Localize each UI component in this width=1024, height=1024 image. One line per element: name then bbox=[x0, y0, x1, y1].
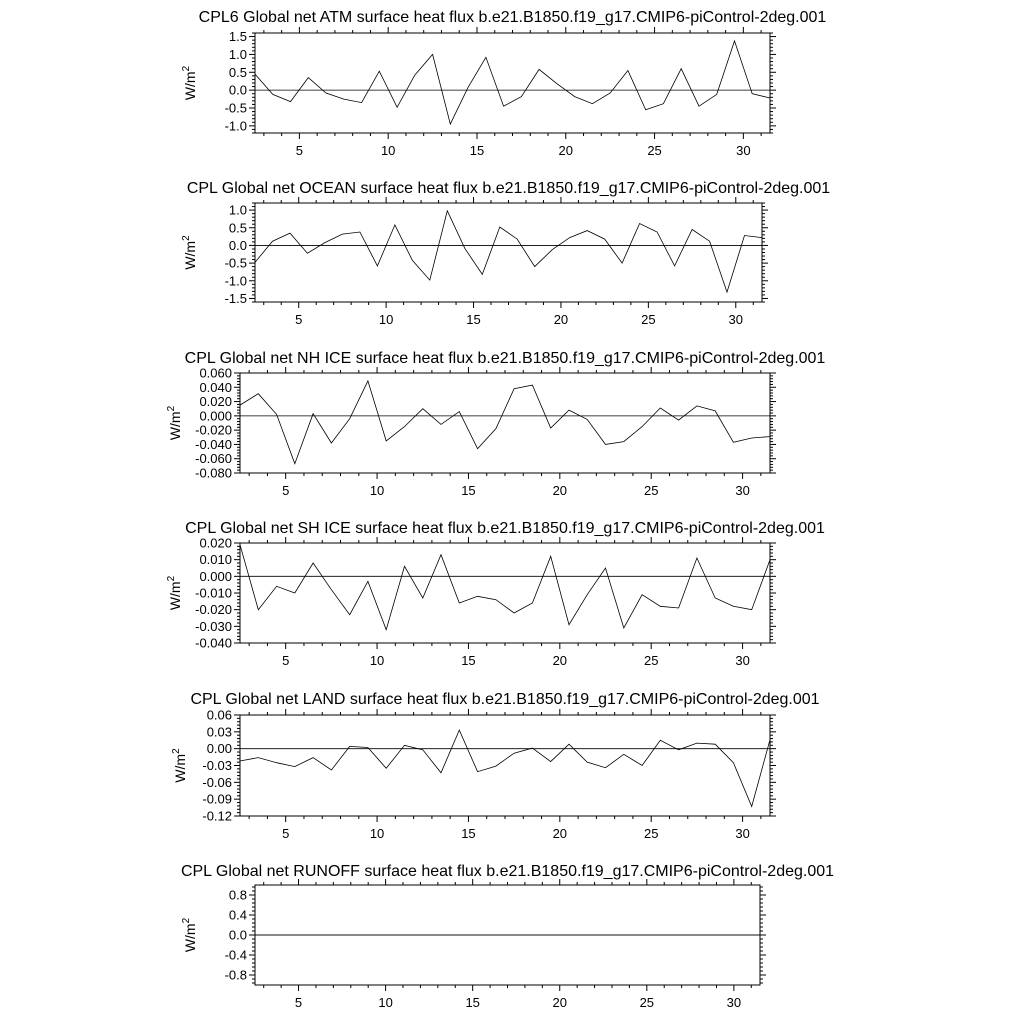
y-tick-label: 1.0 bbox=[228, 202, 247, 218]
x-tick-label: 30 bbox=[728, 312, 744, 327]
data-point bbox=[678, 749, 679, 750]
data-point bbox=[761, 237, 762, 238]
y-axis-label-unit: W/m bbox=[182, 923, 198, 953]
data-point bbox=[276, 762, 277, 763]
y-tick-label: 0.5 bbox=[228, 64, 247, 80]
data-point bbox=[254, 73, 255, 74]
data-point bbox=[660, 407, 661, 408]
data-point bbox=[657, 231, 658, 232]
x-tick-label: 10 bbox=[378, 995, 393, 1010]
y-tick-label: 0.0 bbox=[228, 927, 247, 943]
data-point bbox=[422, 749, 423, 750]
data-point bbox=[239, 760, 240, 761]
data-point bbox=[696, 405, 697, 406]
data-point bbox=[514, 753, 515, 754]
data-point bbox=[459, 602, 460, 603]
data-point bbox=[696, 742, 697, 743]
y-tick-label: -0.4 bbox=[224, 947, 247, 963]
y-tick-label: -1.5 bbox=[224, 290, 247, 306]
data-point bbox=[655, 934, 656, 935]
y-axis-label-superscript: 2 bbox=[166, 405, 177, 412]
data-point bbox=[450, 123, 451, 124]
data-point bbox=[289, 934, 290, 935]
y-tick-label: -0.5 bbox=[224, 100, 247, 116]
y-axis-label bbox=[181, 65, 198, 100]
data-point bbox=[307, 934, 308, 935]
data-point bbox=[464, 248, 465, 249]
data-point bbox=[331, 589, 332, 590]
data-point bbox=[514, 388, 515, 389]
x-tick-label: 25 bbox=[643, 483, 659, 498]
data-point bbox=[482, 274, 483, 275]
data-point bbox=[294, 592, 295, 593]
data-point bbox=[733, 762, 734, 763]
data-point bbox=[440, 424, 441, 425]
y-tick-label: 0.8 bbox=[228, 887, 247, 903]
data-point bbox=[638, 934, 639, 935]
x-tick-label: 10 bbox=[369, 826, 385, 841]
data-point bbox=[404, 745, 405, 746]
data-point bbox=[396, 107, 397, 108]
y-axis-label-superscript: 2 bbox=[166, 575, 177, 582]
data-point bbox=[331, 442, 332, 443]
data-point bbox=[517, 238, 518, 239]
data-point bbox=[744, 235, 745, 236]
data-point bbox=[272, 241, 273, 242]
data-point bbox=[672, 934, 673, 935]
y-axis-label-superscript: 2 bbox=[181, 235, 192, 241]
data-point bbox=[495, 599, 496, 600]
data-point bbox=[495, 428, 496, 429]
y-tick-label: -0.8 bbox=[224, 967, 247, 983]
y-tick-label: 0.000 bbox=[199, 568, 232, 584]
data-point bbox=[377, 265, 378, 266]
chart-panel-2 bbox=[181, 180, 830, 327]
data-point bbox=[568, 410, 569, 411]
x-tick-label: 25 bbox=[643, 653, 659, 668]
data-point bbox=[751, 806, 752, 807]
data-point bbox=[432, 54, 433, 55]
y-axis-label-unit: W/m bbox=[172, 753, 188, 783]
series-line bbox=[255, 211, 762, 292]
data-point bbox=[477, 448, 478, 449]
data-point bbox=[386, 629, 387, 630]
y-axis-label bbox=[166, 405, 183, 440]
data-point bbox=[254, 934, 255, 935]
data-point bbox=[769, 436, 770, 437]
x-tick-label: 30 bbox=[736, 143, 751, 158]
data-point bbox=[468, 87, 469, 88]
y-tick-label: 0.5 bbox=[228, 220, 247, 236]
data-point bbox=[359, 231, 360, 232]
data-point bbox=[751, 437, 752, 438]
data-point bbox=[349, 418, 350, 419]
data-point bbox=[698, 106, 699, 107]
data-point bbox=[550, 934, 551, 935]
y-tick-label: -1.0 bbox=[224, 273, 247, 289]
data-point bbox=[709, 241, 710, 242]
y-tick-label: -0.020 bbox=[195, 422, 232, 438]
data-point bbox=[276, 586, 277, 587]
data-point bbox=[592, 103, 593, 104]
data-point bbox=[752, 93, 753, 94]
data-point bbox=[361, 102, 362, 103]
data-point bbox=[294, 463, 295, 464]
plot-frame bbox=[240, 715, 770, 816]
x-tick-label: 15 bbox=[461, 653, 476, 668]
y-tick-label: -0.5 bbox=[224, 255, 247, 271]
y-axis-label-unit: W/m bbox=[182, 71, 198, 101]
y-tick-label: -0.12 bbox=[202, 808, 232, 824]
x-tick-label: 5 bbox=[295, 312, 303, 327]
data-point bbox=[660, 740, 661, 741]
data-point bbox=[477, 771, 478, 772]
y-axis-label-superscript: 2 bbox=[171, 748, 182, 754]
chart-title: CPL Global net NH ICE surface heat flux b.e21.B1850.f19_g17.CMIP6-piControl-2deg.001 bbox=[184, 350, 826, 367]
data-point bbox=[574, 96, 575, 97]
y-axis-label bbox=[181, 235, 198, 270]
series-line bbox=[240, 730, 770, 806]
data-point bbox=[404, 566, 405, 567]
data-point bbox=[605, 444, 606, 445]
y-tick-label: -0.030 bbox=[195, 618, 232, 634]
data-point bbox=[459, 411, 460, 412]
y-tick-label: 0.040 bbox=[199, 379, 232, 395]
data-point bbox=[587, 230, 588, 231]
data-point bbox=[641, 594, 642, 595]
data-point bbox=[550, 556, 551, 557]
x-tick-label: 15 bbox=[466, 312, 481, 327]
data-point bbox=[412, 260, 413, 261]
data-point bbox=[605, 767, 606, 768]
series-line bbox=[240, 545, 770, 630]
data-point bbox=[552, 249, 553, 250]
y-axis-label-unit: W/m bbox=[167, 581, 183, 611]
data-point bbox=[343, 98, 344, 99]
data-point bbox=[258, 757, 259, 758]
x-tick-label: 30 bbox=[735, 826, 750, 841]
data-point bbox=[379, 71, 380, 72]
x-tick-label: 15 bbox=[461, 826, 476, 841]
data-point bbox=[733, 606, 734, 607]
data-point bbox=[610, 92, 611, 93]
data-point bbox=[307, 253, 308, 254]
chart-title: CPL Global net OCEAN surface heat flux b.e21.B1850.f19_g17.CMIP6-piControl-2deg.001 bbox=[186, 180, 831, 197]
data-point bbox=[645, 109, 646, 110]
x-tick-label: 15 bbox=[465, 995, 480, 1010]
data-point bbox=[498, 934, 499, 935]
x-tick-label: 5 bbox=[294, 995, 303, 1010]
data-point bbox=[641, 765, 642, 766]
data-point bbox=[623, 754, 624, 755]
data-point bbox=[481, 934, 482, 935]
y-axis-label-unit: W/m bbox=[182, 240, 198, 270]
data-point bbox=[394, 224, 395, 225]
data-point bbox=[769, 97, 770, 98]
data-point bbox=[585, 934, 586, 935]
chart-title: CPL Global net SH ICE surface heat flux b.e21.B1850.f19_g17.CMIP6-piControl-2deg.001 bbox=[185, 520, 825, 537]
y-tick-label: 1.5 bbox=[228, 29, 247, 45]
data-point bbox=[367, 581, 368, 582]
data-point bbox=[641, 426, 642, 427]
plot-frame bbox=[240, 373, 770, 473]
data-point bbox=[532, 748, 533, 749]
data-point bbox=[485, 57, 486, 58]
data-point bbox=[404, 426, 405, 427]
data-point bbox=[258, 393, 259, 394]
data-point bbox=[342, 234, 343, 235]
chart-title: CPL6 Global net ATM surface heat flux b.e21.B1850.f19_g17.CMIP6-piControl-2deg.001 bbox=[198, 9, 827, 26]
data-point bbox=[422, 597, 423, 598]
data-point bbox=[726, 292, 727, 293]
y-axis-label bbox=[181, 917, 198, 952]
data-point bbox=[503, 106, 504, 107]
y-axis-label-superscript: 2 bbox=[181, 917, 192, 924]
y-tick-label: 0.06 bbox=[206, 707, 232, 723]
data-point bbox=[532, 385, 533, 386]
data-point bbox=[414, 75, 415, 76]
data-point bbox=[623, 441, 624, 442]
y-tick-label: 0.020 bbox=[199, 535, 232, 551]
plot-frame bbox=[255, 203, 762, 302]
data-point bbox=[324, 242, 325, 243]
y-tick-label: -0.06 bbox=[202, 774, 232, 790]
data-point bbox=[587, 762, 588, 763]
data-point bbox=[678, 420, 679, 421]
data-point bbox=[769, 559, 770, 560]
y-tick-label: -0.010 bbox=[195, 585, 232, 601]
chart-panel-1 bbox=[181, 9, 826, 158]
series-line bbox=[240, 381, 770, 464]
data-point bbox=[707, 934, 708, 935]
series-line bbox=[255, 41, 770, 124]
data-point bbox=[349, 614, 350, 615]
data-point bbox=[463, 934, 464, 935]
y-tick-label: 0.03 bbox=[206, 724, 232, 740]
data-point bbox=[556, 83, 557, 84]
y-tick-label: 0.4 bbox=[228, 907, 247, 923]
x-tick-label: 10 bbox=[380, 143, 396, 158]
data-point bbox=[324, 934, 325, 935]
data-point bbox=[290, 101, 291, 102]
x-tick-label: 20 bbox=[552, 483, 568, 498]
x-tick-label: 25 bbox=[641, 312, 656, 327]
data-point bbox=[239, 405, 240, 406]
data-point bbox=[341, 934, 342, 935]
data-point bbox=[331, 769, 332, 770]
x-tick-label: 25 bbox=[643, 826, 659, 841]
chart-panel-4 bbox=[166, 520, 825, 668]
data-point bbox=[532, 602, 533, 603]
data-point bbox=[568, 744, 569, 745]
data-point bbox=[734, 40, 735, 41]
x-tick-label: 25 bbox=[647, 143, 662, 158]
y-tick-label: 0.00 bbox=[206, 741, 232, 757]
y-tick-label: 0.060 bbox=[199, 365, 232, 381]
x-tick-label: 5 bbox=[282, 483, 290, 498]
data-point bbox=[690, 934, 691, 935]
data-point bbox=[516, 934, 517, 935]
data-point bbox=[605, 567, 606, 568]
y-tick-label: -0.040 bbox=[195, 635, 232, 651]
x-tick-label: 20 bbox=[552, 826, 568, 841]
data-point bbox=[289, 232, 290, 233]
data-point bbox=[386, 440, 387, 441]
chart-title: CPL Global net RUNOFF surface heat flux b.e21.B1850.f19_g17.CMIP6-piControl-2deg.001 bbox=[180, 863, 835, 880]
y-tick-label: 0.000 bbox=[199, 408, 232, 424]
data-point bbox=[294, 766, 295, 767]
data-point bbox=[587, 419, 588, 420]
y-tick-label: 0.010 bbox=[199, 552, 232, 568]
data-point bbox=[359, 934, 360, 935]
data-point bbox=[376, 934, 377, 935]
data-point bbox=[308, 77, 309, 78]
data-point bbox=[604, 238, 605, 239]
x-tick-label: 30 bbox=[735, 653, 750, 668]
chart-panel-5 bbox=[171, 691, 820, 841]
data-point bbox=[568, 624, 569, 625]
data-point bbox=[696, 557, 697, 558]
x-tick-label: 10 bbox=[378, 312, 394, 327]
y-tick-label: 0.0 bbox=[228, 82, 247, 98]
data-point bbox=[751, 609, 752, 610]
data-point bbox=[422, 408, 423, 409]
data-point bbox=[499, 226, 500, 227]
y-tick-label: 1.0 bbox=[228, 46, 247, 62]
data-point bbox=[623, 627, 624, 628]
y-tick-label: -0.080 bbox=[195, 465, 232, 481]
chart-panel-6 bbox=[181, 863, 834, 1010]
data-point bbox=[627, 70, 628, 71]
y-axis-label-unit: W/m bbox=[167, 411, 183, 441]
data-point bbox=[446, 934, 447, 935]
data-point bbox=[769, 739, 770, 740]
data-point bbox=[569, 237, 570, 238]
data-point bbox=[622, 263, 623, 264]
x-tick-label: 20 bbox=[552, 995, 567, 1010]
data-point bbox=[447, 210, 448, 211]
x-tick-label: 10 bbox=[369, 483, 385, 498]
data-point bbox=[477, 596, 478, 597]
data-point bbox=[759, 934, 760, 935]
x-tick-label: 30 bbox=[735, 483, 750, 498]
data-point bbox=[429, 934, 430, 935]
chart-title: CPL Global net LAND surface heat flux b.e21.B1850.f19_g17.CMIP6-piControl-2deg.001 bbox=[190, 691, 820, 708]
data-point bbox=[239, 544, 240, 545]
data-point bbox=[272, 934, 273, 935]
data-point bbox=[733, 442, 734, 443]
plot-frame bbox=[240, 543, 770, 643]
data-point bbox=[550, 761, 551, 762]
x-tick-label: 25 bbox=[639, 995, 655, 1010]
data-point bbox=[313, 562, 314, 563]
data-point bbox=[386, 768, 387, 769]
x-tick-label: 5 bbox=[282, 653, 290, 668]
data-point bbox=[568, 934, 569, 935]
data-point bbox=[660, 606, 661, 607]
data-point bbox=[715, 410, 716, 411]
data-point bbox=[313, 757, 314, 758]
data-point bbox=[550, 427, 551, 428]
data-point bbox=[715, 744, 716, 745]
data-point bbox=[716, 94, 717, 95]
data-point bbox=[367, 380, 368, 381]
y-axis-label bbox=[166, 575, 183, 610]
y-tick-label: 0.0 bbox=[228, 237, 247, 253]
y-tick-label: -0.020 bbox=[195, 602, 232, 618]
x-tick-label: 15 bbox=[469, 143, 485, 158]
data-point bbox=[539, 69, 540, 70]
data-point bbox=[725, 934, 726, 935]
data-point bbox=[254, 262, 255, 263]
y-tick-label: 0.020 bbox=[199, 394, 232, 410]
data-point bbox=[258, 609, 259, 610]
x-tick-label: 20 bbox=[553, 312, 569, 327]
data-point bbox=[681, 68, 682, 69]
data-point bbox=[440, 554, 441, 555]
data-point bbox=[663, 103, 664, 104]
data-point bbox=[272, 94, 273, 95]
data-point bbox=[587, 594, 588, 595]
data-point bbox=[429, 279, 430, 280]
x-tick-label: 30 bbox=[726, 995, 742, 1010]
x-tick-label: 5 bbox=[295, 143, 304, 158]
data-point bbox=[394, 934, 395, 935]
x-tick-label: 10 bbox=[369, 653, 385, 668]
data-point bbox=[639, 223, 640, 224]
data-point bbox=[678, 607, 679, 608]
y-tick-label: -1.0 bbox=[224, 118, 247, 134]
data-point bbox=[459, 730, 460, 731]
data-point bbox=[276, 414, 277, 415]
y-axis-label bbox=[171, 748, 188, 783]
data-point bbox=[533, 934, 534, 935]
y-tick-label: -0.09 bbox=[202, 791, 232, 807]
data-point bbox=[521, 96, 522, 97]
x-tick-label: 15 bbox=[461, 483, 476, 498]
x-tick-label: 5 bbox=[282, 826, 290, 841]
data-point bbox=[313, 413, 314, 414]
y-axis-label-superscript: 2 bbox=[181, 65, 192, 72]
y-tick-label: -0.040 bbox=[195, 436, 232, 452]
data-point bbox=[411, 934, 412, 935]
data-point bbox=[514, 612, 515, 613]
data-point bbox=[440, 772, 441, 773]
data-point bbox=[367, 747, 368, 748]
chart-panel-3 bbox=[166, 350, 825, 498]
data-point bbox=[349, 746, 350, 747]
data-point bbox=[325, 92, 326, 93]
x-tick-label: 20 bbox=[552, 653, 568, 668]
data-point bbox=[603, 934, 604, 935]
plot-frame bbox=[255, 33, 770, 133]
x-tick-label: 20 bbox=[558, 143, 574, 158]
data-point bbox=[534, 266, 535, 267]
data-point bbox=[715, 597, 716, 598]
y-tick-label: -0.060 bbox=[195, 451, 232, 467]
data-point bbox=[674, 265, 675, 266]
data-point bbox=[620, 934, 621, 935]
y-tick-label: -0.03 bbox=[202, 758, 232, 773]
data-point bbox=[495, 765, 496, 766]
data-point bbox=[691, 229, 692, 230]
data-point bbox=[742, 934, 743, 935]
